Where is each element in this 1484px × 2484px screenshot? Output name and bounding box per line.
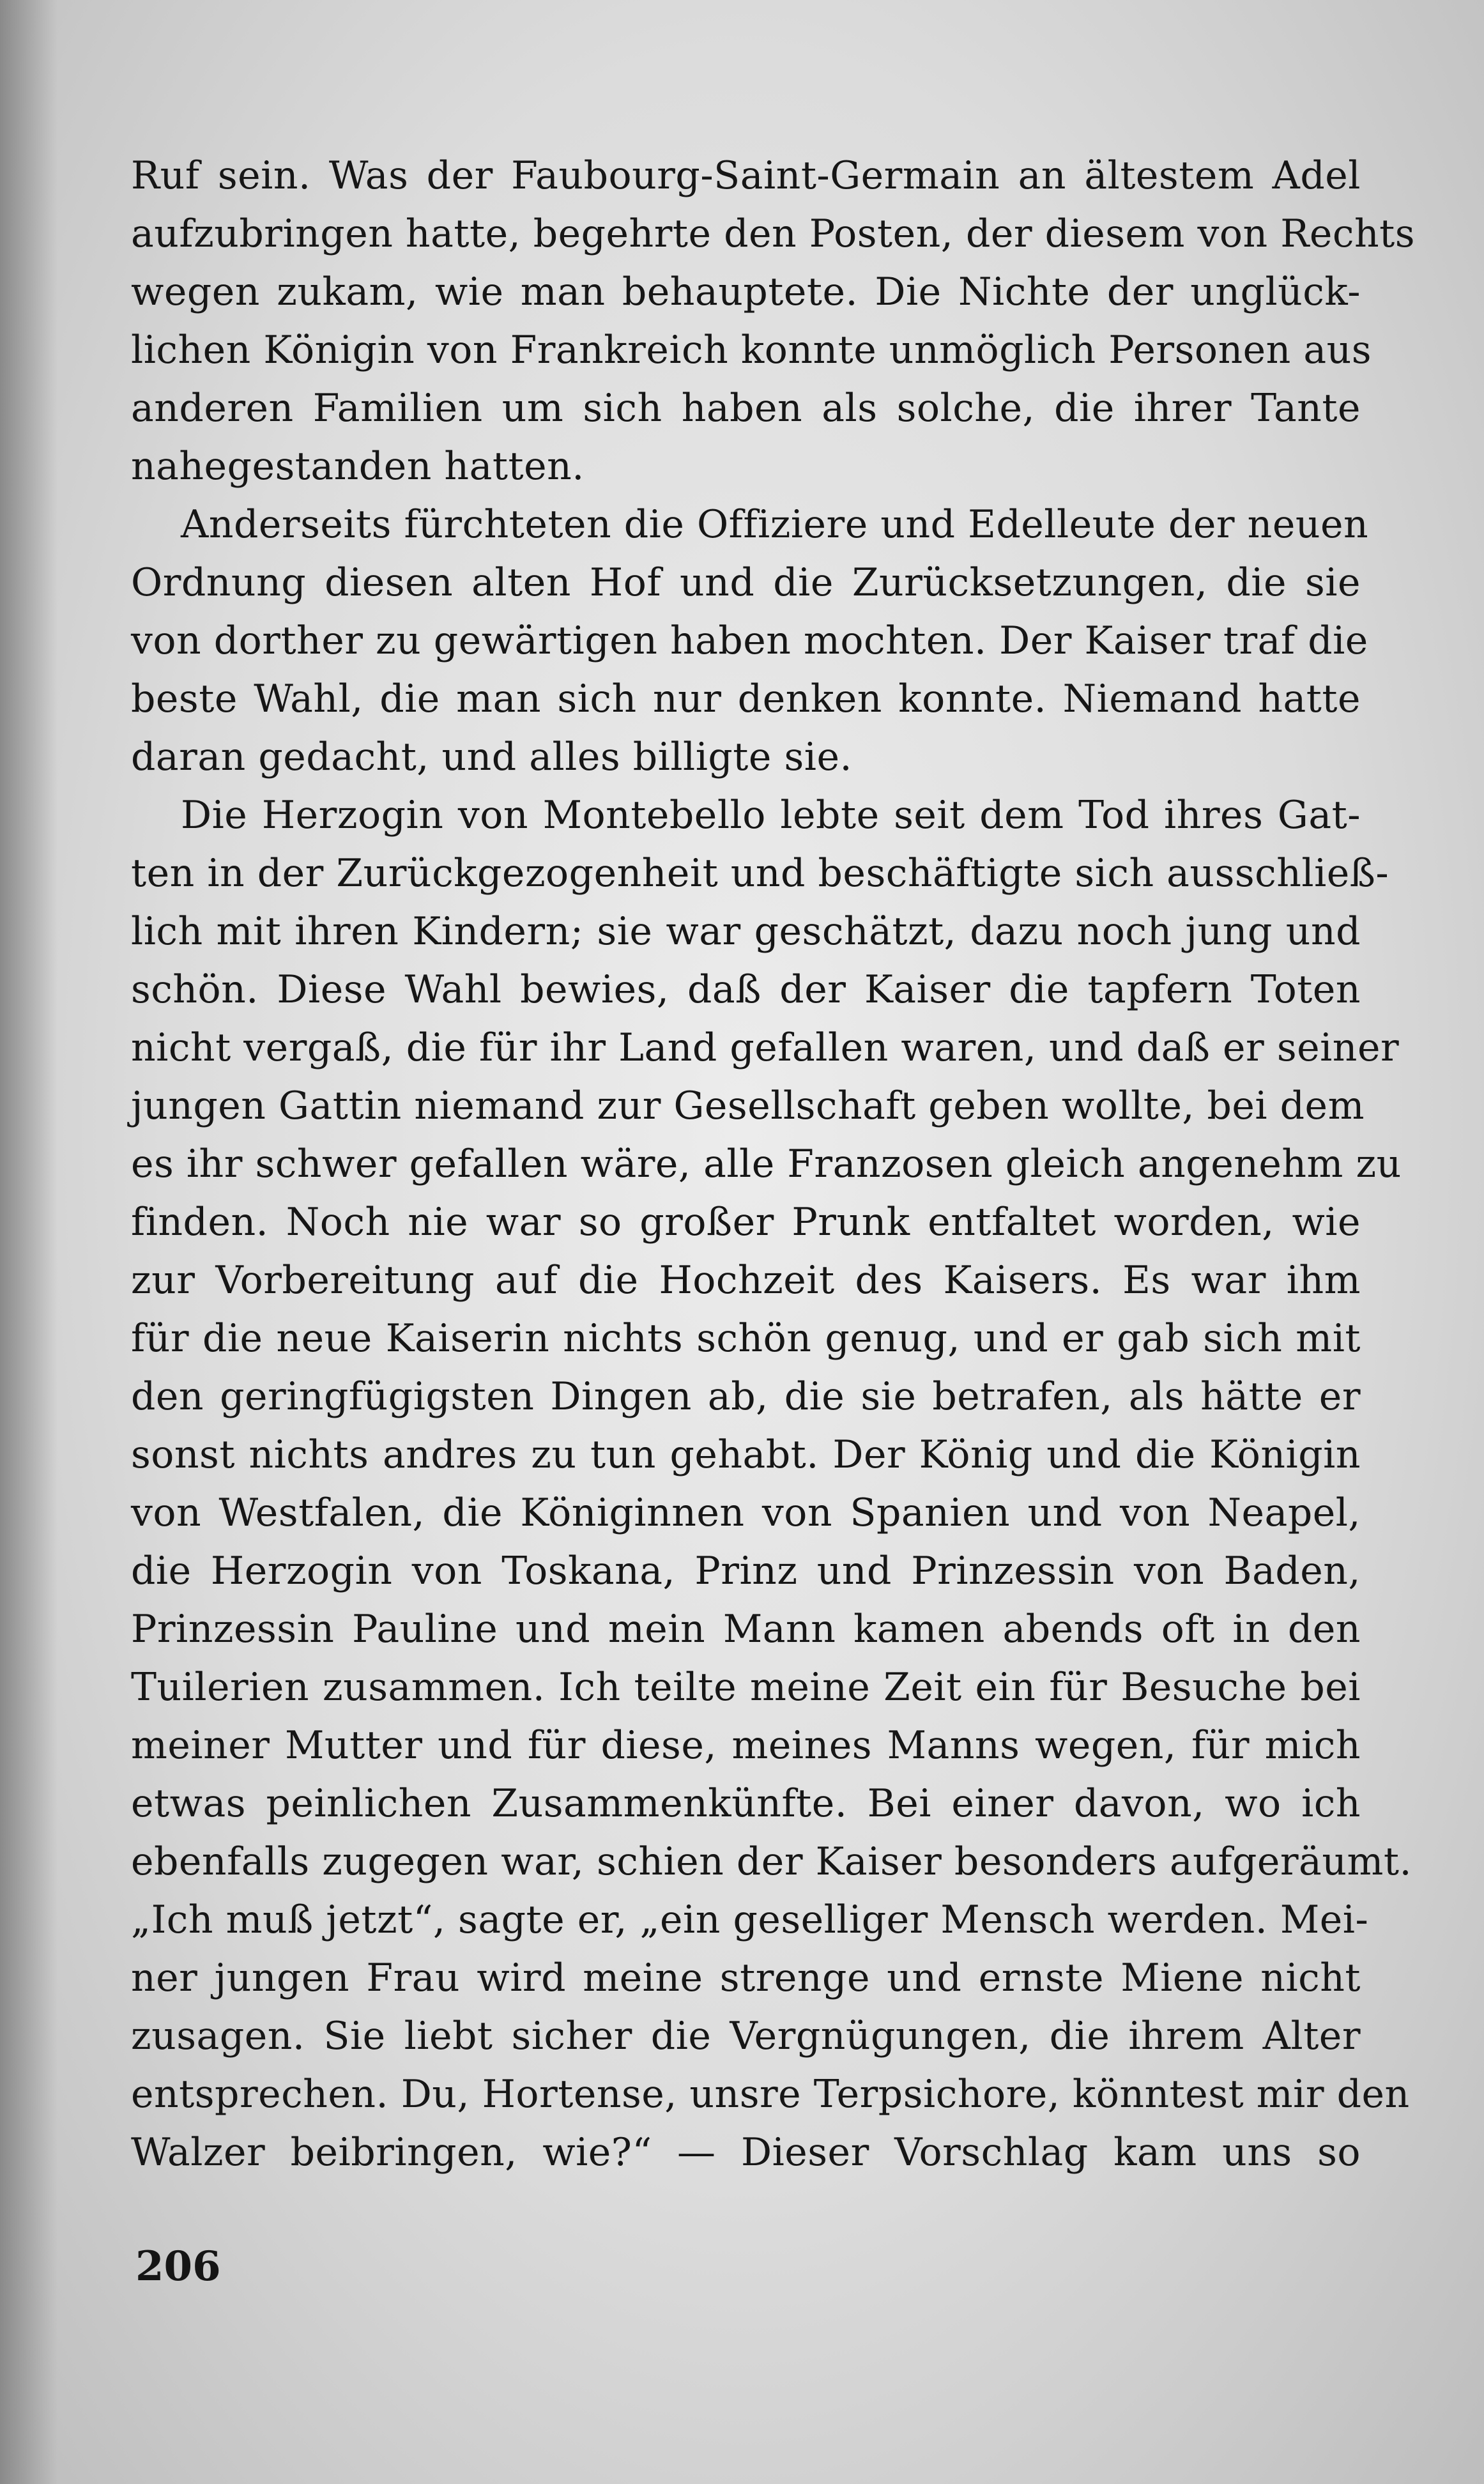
text-line: schön. Diese Wahl bewies, daß der Kaiser die tapfern Toten <box>131 967 1361 1012</box>
text-line: es ihr schwer gefallen wäre, alle Franzosen gleich angenehm zu <box>131 1142 1402 1186</box>
text-line: meiner Mutter und für diese, meines Manns wegen, für mich <box>131 1723 1361 1768</box>
text-line: Walzer beibringen, wie?“ — Dieser Vorschlag kam uns so <box>131 2130 1361 2175</box>
text-line: finden. Noch nie war so großer Prunk entfaltet worden, wie <box>131 1200 1361 1245</box>
text-line: wegen zukam, wie man behauptete. Die Nichte der unglück- <box>131 270 1361 314</box>
text-line: für die neue Kaiserin nichts schön genug, und er gab sich mit <box>131 1316 1361 1361</box>
text-line: ner jungen Frau wird meine strenge und ernste Miene nicht <box>131 1956 1361 2000</box>
text-line: sonst nichts andres zu tun gehabt. Der König und die Königin <box>131 1432 1361 1477</box>
text-line: zusagen. Sie liebt sicher die Vergnügungen, die ihrem Alter <box>131 2014 1361 2058</box>
text-line: entsprechen. Du, Hortense, unsre Terpsichore, könntest mir den <box>131 2072 1410 2117</box>
text-line: lichen Königin von Frankreich konnte unmöglich Personen aus <box>131 328 1372 372</box>
text-line: ten in der Zurückgezogenheit und beschäftigte sich ausschließ- <box>131 851 1389 896</box>
text-line: Die Herzogin von Montebello lebte seit dem Tod ihres Gat- <box>181 793 1361 838</box>
page-number: 206 <box>135 2242 221 2290</box>
text-line: Prinzessin Pauline und mein Mann kamen abends oft in den <box>131 1607 1361 1652</box>
text-line: den geringfügigsten Dingen ab, die sie betrafen, als hätte er <box>131 1374 1361 1419</box>
text-line: zur Vorbereitung auf die Hochzeit des Kaisers. Es war ihm <box>131 1258 1361 1303</box>
text-line: Ruf sein. Was der Faubourg-Saint-Germain an ältestem Adel <box>131 153 1361 198</box>
text-line: Anderseits fürchteten die Offiziere und Edelleute der neuen <box>181 502 1369 547</box>
text-line: ebenfalls zugegen war, schien der Kaiser besonders aufgeräumt. <box>131 1839 1412 1884</box>
text-line: lich mit ihren Kindern; sie war geschätzt, dazu noch jung und <box>131 909 1361 954</box>
page-gutter-shadow <box>0 0 57 2484</box>
text-line: Tuilerien zusammen. Ich teilte meine Zeit ein für Besuche bei <box>131 1665 1361 1710</box>
text-line: nicht vergaß, die für ihr Land gefallen waren, und daß er seiner <box>131 1025 1400 1070</box>
text-line: von Westfalen, die Königinnen von Spanien und von Neapel, <box>131 1491 1361 1535</box>
text-line: etwas peinlichen Zusammenkünfte. Bei einer davon, wo ich <box>131 1781 1361 1826</box>
text-line: „Ich muß jetzt“, sagte er, „ein geselliger Mensch werden. Mei- <box>131 1897 1369 1942</box>
text-line: beste Wahl, die man sich nur denken konnte. Niemand hatte <box>131 677 1361 721</box>
text-line: Ordnung diesen alten Hof und die Zurücksetzungen, die sie <box>131 560 1361 605</box>
text-line: die Herzogin von Toskana, Prinz und Prinzessin von Baden, <box>131 1549 1361 1593</box>
text-line: jungen Gattin niemand zur Gesellschaft geben wollte, bei dem <box>131 1084 1365 1128</box>
text-line: von dorther zu gewärtigen haben mochten. Der Kaiser traf die <box>131 618 1368 663</box>
text-line: anderen Familien um sich haben als solche, die ihrer Tante <box>131 386 1361 431</box>
text-line: aufzubringen hatte, begehrte den Posten, der diesem von Rechts <box>131 211 1416 256</box>
text-line: daran gedacht, und alles billigte sie. <box>131 735 853 779</box>
body-text <box>131 147 1416 2182</box>
text-line: nahegestanden hatten. <box>131 444 585 489</box>
